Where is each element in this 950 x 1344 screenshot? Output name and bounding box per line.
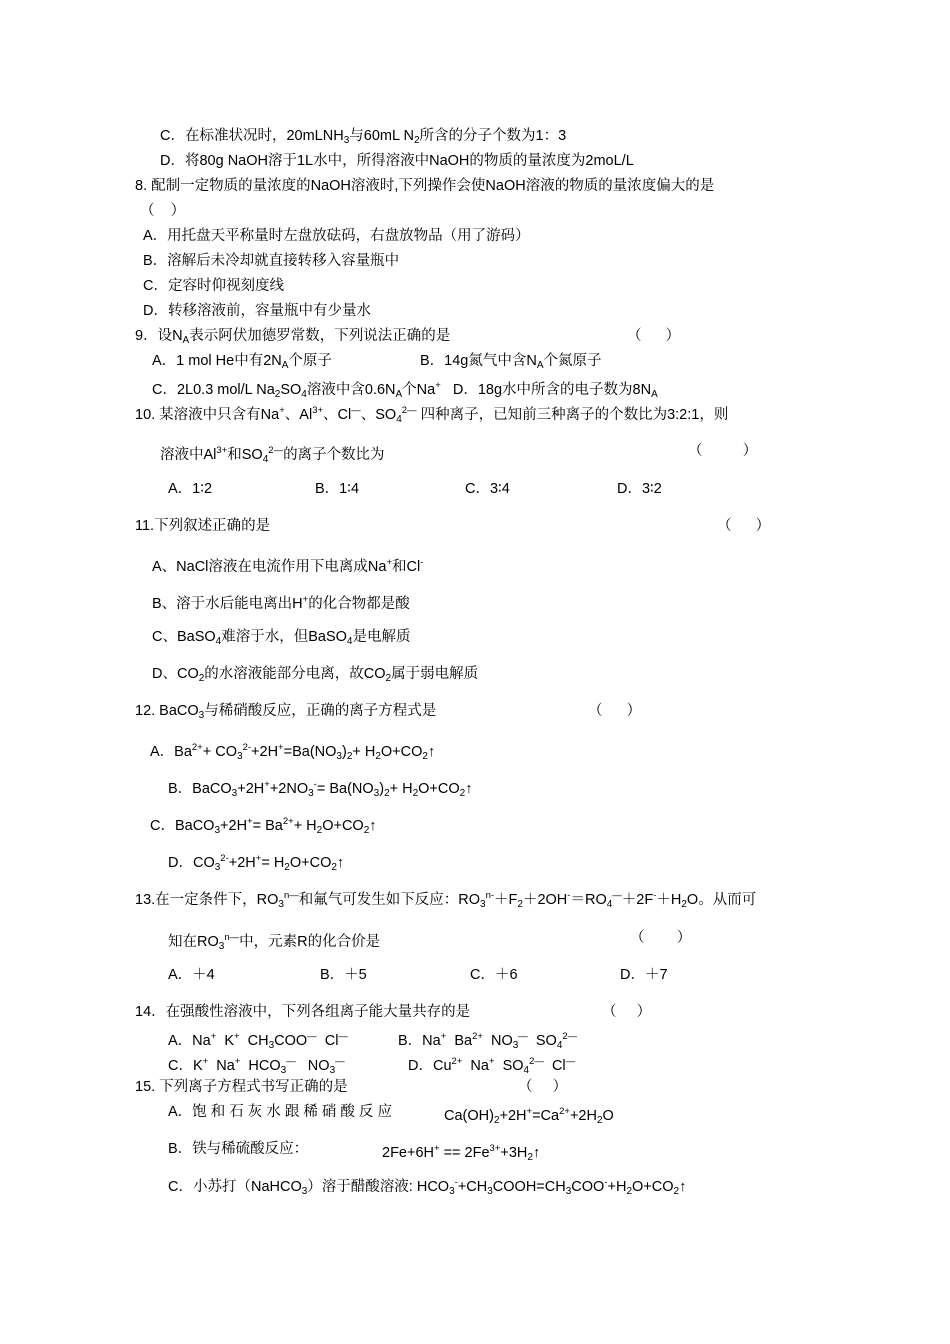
text-run: A、NaCl溶液在电流作用下电离成Na — [152, 559, 387, 575]
superscript-text: — — [351, 405, 361, 416]
superscript-text: 2— — [562, 1031, 578, 1042]
text-run: 个原子 — [288, 353, 332, 369]
text-run: Cl — [543, 1058, 566, 1074]
subscript-text: 2 — [517, 899, 523, 910]
text-run: = H — [261, 855, 285, 871]
text-run: A．1 mol He中有2N — [152, 353, 282, 369]
text-run: =Ba(NO — [283, 744, 337, 760]
text-run: C．K — [168, 1058, 203, 1074]
text-run: C．3∶4 — [465, 481, 510, 497]
subscript-text: 3 — [480, 899, 486, 910]
text-run: = Ba — [252, 818, 283, 834]
text-line — [135, 326, 450, 351]
text-run: +2H — [220, 818, 248, 834]
subscript-text: 2 — [346, 751, 353, 762]
text-run: 2Fe+6H — [382, 1145, 434, 1161]
subscript-text: 4 — [215, 636, 222, 647]
subscript-text: 2 — [331, 862, 337, 873]
text-run: B．铁与稀硫酸反应： — [168, 1141, 309, 1157]
text-run: ↑ — [532, 1145, 541, 1161]
text-line — [140, 201, 185, 221]
text-run: +3H — [500, 1145, 528, 1161]
subscript-text: A — [182, 335, 190, 346]
text-run: HCO — [240, 1058, 281, 1074]
text-run: +H — [607, 1179, 627, 1195]
subscript-text: 3 — [336, 751, 342, 762]
superscript-text: n— — [283, 890, 299, 901]
text-run: O。从而可 — [686, 892, 757, 908]
text-line — [150, 738, 435, 767]
text-run: ＋2OH — [522, 892, 568, 908]
text-line — [168, 928, 380, 957]
text-run: 中，元素R的化合价是 — [239, 934, 381, 950]
text-line — [602, 1002, 651, 1022]
text-run: + CO — [202, 744, 238, 760]
text-line — [630, 928, 691, 948]
text-run: （ ） — [588, 703, 642, 719]
subscript-text: 3 — [512, 1040, 519, 1051]
text-run: （ ） — [518, 1079, 568, 1095]
text-line — [143, 251, 399, 271]
superscript-text: - — [567, 890, 571, 901]
text-line — [168, 479, 212, 499]
subscript-text: 3 — [198, 710, 205, 721]
text-run: 与稀硝酸反应，正确的离子方程式是 — [204, 703, 437, 719]
superscript-text: — — [286, 1056, 296, 1067]
text-run: ↑ — [427, 744, 436, 760]
text-run: 个氮原子 — [543, 353, 602, 369]
text-line — [168, 1139, 308, 1159]
text-run: C．2L0.3 mol/L Na — [152, 382, 275, 398]
text-line — [135, 516, 270, 536]
text-run: 个Na — [402, 382, 436, 398]
subscript-text: 4 — [301, 389, 307, 400]
superscript-text: + — [279, 405, 285, 416]
text-line — [143, 301, 371, 321]
text-run: D．转移溶液前，容量瓶中有少量水 — [143, 303, 371, 319]
subscript-text: 4 — [396, 414, 402, 425]
text-run: （ ） — [717, 518, 771, 534]
superscript-text: - — [604, 1177, 608, 1188]
text-run: 13.在一定条件下，RO — [135, 892, 279, 908]
text-run: + H — [352, 744, 376, 760]
text-run: B、溶于水后能电离出H — [152, 596, 303, 612]
text-line — [315, 479, 359, 499]
text-run: O+CO — [322, 818, 364, 834]
subscript-text: 3 — [237, 751, 243, 762]
text-line — [627, 326, 680, 346]
subscript-text: 4 — [262, 454, 269, 465]
subscript-text: 2 — [385, 673, 392, 684]
text-line — [168, 1102, 392, 1122]
subscript-text: 3 — [214, 862, 221, 873]
text-run: 所含的分子个数为1：3 — [419, 128, 567, 144]
subscript-text: 3 — [329, 1065, 336, 1076]
subscript-text: 2 — [413, 135, 420, 146]
text-run: 9．设N — [135, 328, 183, 344]
text-run: ↑ — [465, 781, 473, 797]
text-line — [150, 812, 377, 841]
subscript-text: 4 — [523, 1065, 530, 1076]
text-run: ↑ — [336, 855, 345, 871]
text-run: ＋2F — [621, 892, 654, 908]
text-line — [135, 1077, 348, 1097]
subscript-text: 2 — [316, 825, 323, 836]
subscript-text: 2 — [493, 1115, 500, 1126]
text-run: +2H — [237, 781, 265, 797]
superscript-text: 2- — [220, 853, 229, 864]
text-run: （ ） — [630, 930, 692, 946]
superscript-text: + — [210, 1031, 217, 1042]
text-line — [135, 176, 714, 196]
text-run: 的离子个数比为 — [283, 447, 385, 463]
text-line — [168, 849, 344, 878]
text-line — [160, 126, 566, 151]
superscript-text: 3+ — [489, 1143, 501, 1154]
subscript-text: 2 — [626, 1186, 632, 1197]
superscript-text: n- — [485, 890, 495, 901]
text-run: O+CO — [632, 1179, 674, 1195]
text-run: D．3∶2 — [617, 481, 662, 497]
subscript-text: 2 — [596, 1115, 603, 1126]
superscript-text: + — [302, 594, 309, 605]
text-run: D．＋7 — [620, 967, 668, 983]
text-run: 、SO — [360, 407, 397, 423]
text-run: +CH — [457, 1179, 488, 1195]
text-line — [465, 479, 510, 499]
text-run: 、Al — [284, 407, 313, 423]
text-run: +2NO — [269, 781, 309, 797]
superscript-text: 3+ — [216, 445, 228, 456]
text-run: （ ） — [688, 443, 758, 459]
text-line — [160, 441, 385, 470]
text-line — [717, 516, 770, 536]
text-run: 溶液中Al — [160, 447, 217, 463]
superscript-text: — — [565, 1056, 576, 1067]
text-run: B．Na — [398, 1033, 441, 1049]
subscript-text: 2 — [284, 862, 290, 873]
text-run: B．14g氮气中含N — [420, 353, 537, 369]
text-run: Na — [208, 1058, 235, 1074]
text-run: Ba — [446, 1033, 473, 1049]
superscript-text: — — [518, 1031, 528, 1042]
subscript-text: 3 — [214, 825, 221, 836]
text-run: Cl — [316, 1033, 339, 1049]
superscript-text: + — [202, 1056, 209, 1067]
text-line — [160, 151, 634, 171]
text-run: A．饱 和 石 灰 水 跟 稀 硝 酸 反 应 — [168, 1104, 392, 1120]
text-run: O — [602, 1108, 614, 1124]
text-run: 四种离子，已知前三种离子的个数比为3:2:1，则 — [416, 407, 729, 423]
text-run: ↑ — [679, 1179, 687, 1195]
superscript-text: 2- — [242, 742, 252, 753]
text-line — [152, 664, 478, 689]
superscript-text: — — [338, 1031, 348, 1042]
text-run: C、BaSO — [152, 629, 216, 645]
superscript-text: 2+ — [472, 1031, 483, 1042]
subscript-text: 4 — [606, 899, 613, 910]
text-line — [588, 701, 641, 721]
subscript-text: 2 — [375, 751, 381, 762]
text-run: B．＋5 — [320, 967, 367, 983]
text-run: SO — [527, 1033, 557, 1049]
superscript-text: + — [255, 853, 262, 864]
superscript-text: + — [526, 1106, 533, 1117]
text-run: D．18g水中所含的电子数为8N — [440, 382, 652, 398]
text-run: B．溶解后未冷却就直接转移入容量瓶中 — [143, 253, 400, 269]
text-run: B．1∶4 — [315, 481, 360, 497]
text-run: 8. 配制一定物质的量浓度的NaOH溶液时,下列操作会使NaOH溶液的物质的量浓度偏大的是 — [135, 178, 715, 194]
superscript-text: - — [653, 890, 657, 901]
text-line — [152, 351, 332, 376]
superscript-text: n— — [224, 932, 240, 943]
text-run: ＝RO — [570, 892, 607, 908]
text-run: O+CO — [289, 855, 332, 871]
superscript-text: + — [386, 557, 392, 568]
subscript-text: 3 — [280, 1065, 287, 1076]
text-line — [168, 1173, 686, 1202]
text-run: SO — [280, 382, 302, 398]
superscript-text: + — [435, 380, 441, 391]
text-line — [143, 276, 284, 296]
subscript-text: 2 — [681, 899, 687, 910]
superscript-text: — — [612, 890, 622, 901]
text-line — [135, 886, 756, 915]
text-run: 与60mL N — [349, 128, 414, 144]
text-run: A．Ba — [150, 744, 192, 760]
text-line — [518, 1077, 567, 1097]
text-run: 15. 下列离子方程式书写正确的是 — [135, 1079, 348, 1095]
text-run: 溶液中含0.6N — [306, 382, 396, 398]
text-run: （ ） — [602, 1004, 652, 1020]
text-run: A．Na — [168, 1033, 211, 1049]
superscript-text: 2+ — [282, 816, 294, 827]
text-run: A．1∶2 — [168, 481, 213, 497]
subscript-text: 2 — [412, 788, 419, 799]
text-run: A．用托盘天平称量时左盘放砝码，右盘放物品（用了游码） — [143, 228, 530, 244]
superscript-text: 2— — [401, 405, 417, 416]
superscript-text: — — [335, 1056, 345, 1067]
subscript-text: 3 — [231, 788, 238, 799]
subscript-text: 2 — [198, 673, 205, 684]
text-run: 的水溶液能部分电离，故CO — [204, 666, 386, 682]
subscript-text: 2 — [363, 825, 370, 836]
text-line — [143, 226, 530, 246]
text-run: ↑ — [369, 818, 377, 834]
subscript-text: 2 — [459, 788, 466, 799]
text-run: C．小苏打（NaHCO — [168, 1179, 302, 1195]
text-run: D、CO — [152, 666, 199, 682]
text-run: ＋H — [656, 892, 682, 908]
text-run: +2H — [499, 1108, 527, 1124]
subscript-text: 2 — [384, 788, 390, 799]
text-run: （ ） — [627, 328, 681, 344]
text-run: SO — [494, 1058, 524, 1074]
superscript-text: + — [434, 1143, 440, 1154]
subscript-text: 3 — [218, 941, 225, 952]
text-run: COOH=CH — [492, 1179, 566, 1195]
text-run: 知在RO — [168, 934, 219, 950]
superscript-text: + — [440, 1031, 447, 1042]
subscript-text: 3 — [487, 1186, 493, 1197]
text-line — [382, 1139, 540, 1168]
subscript-text: 2 — [422, 751, 428, 762]
text-line — [420, 351, 602, 376]
superscript-text: 2— — [268, 445, 284, 456]
text-line — [620, 965, 668, 985]
text-run: 属于弱电解质 — [391, 666, 479, 682]
text-run: 和氟气可发生如下反应：RO — [298, 892, 481, 908]
text-run: 12. BaCO — [135, 703, 199, 719]
text-run: D．CO — [168, 855, 215, 871]
subscript-text: A — [281, 360, 289, 371]
text-run: B．BaCO — [168, 781, 232, 797]
text-run: C．在标准状况时，20mLNH — [160, 128, 344, 144]
superscript-text: — — [307, 1031, 317, 1042]
subscript-text: A — [395, 389, 403, 400]
text-run: D．Cu — [408, 1058, 452, 1074]
subscript-text: A — [536, 360, 544, 371]
text-line — [135, 1002, 470, 1022]
text-run: NO — [295, 1058, 330, 1074]
text-line — [688, 441, 757, 461]
text-run: 和Cl — [392, 559, 421, 575]
text-run: +2H — [569, 1108, 597, 1124]
text-run: C．BaCO — [150, 818, 215, 834]
text-line — [168, 965, 215, 985]
text-run: COO — [274, 1033, 308, 1049]
text-line — [320, 965, 367, 985]
subscript-text: 3 — [308, 788, 314, 799]
text-run: Na — [462, 1058, 489, 1074]
superscript-text: 2— — [529, 1056, 544, 1067]
text-line — [470, 965, 518, 985]
text-line — [135, 701, 436, 726]
text-run: 是电解质 — [352, 629, 411, 645]
text-run: COO — [571, 1179, 605, 1195]
text-run: +2H — [251, 744, 279, 760]
text-line — [617, 479, 662, 499]
text-run: NO — [482, 1033, 513, 1049]
subscript-text: 3 — [565, 1186, 572, 1197]
superscript-text: + — [264, 779, 270, 790]
text-run: 14．在强酸性溶液中，下列各组离子能大量共存的是 — [135, 1004, 471, 1020]
subscript-text: 3 — [373, 788, 380, 799]
text-run: A．＋4 — [168, 967, 215, 983]
text-run: == 2Fe — [439, 1145, 490, 1161]
text-run: + H — [389, 781, 413, 797]
subscript-text: 3 — [449, 1186, 455, 1197]
text-run: O+CO — [418, 781, 460, 797]
text-run: 的化合物都是酸 — [308, 596, 410, 612]
text-run: =Ca — [532, 1108, 560, 1124]
text-line — [152, 627, 410, 652]
text-run: D．将80g NaOH溶于1L水中，所得溶液中NaOH的物质的量浓度为2moL/L — [160, 153, 634, 169]
text-run: ) — [379, 781, 385, 797]
text-run: +2H — [228, 855, 256, 871]
subscript-text: 2 — [673, 1186, 680, 1197]
superscript-text: + — [234, 1056, 241, 1067]
text-run: 10. 某溶液中只含有Na — [135, 407, 280, 423]
superscript-text: 2+ — [191, 742, 203, 753]
text-run: 和SO — [227, 447, 263, 463]
superscript-text: 2+ — [451, 1056, 463, 1067]
superscript-text: - — [454, 1177, 458, 1188]
text-run: = Ba(NO — [316, 781, 374, 797]
text-run: C．＋6 — [470, 967, 518, 983]
subscript-text: 3 — [268, 1040, 275, 1051]
text-line — [444, 1102, 614, 1131]
superscript-text: + — [247, 816, 253, 827]
superscript-text: 2+ — [559, 1106, 570, 1117]
text-run: ）溶于醋酸溶液: HCO — [307, 1179, 450, 1195]
superscript-text: + — [234, 1031, 240, 1042]
text-run: 、Cl — [323, 407, 352, 423]
text-run: + H — [293, 818, 317, 834]
text-run: 难溶于水，但BaSO — [221, 629, 347, 645]
text-run: 表示阿伏加德罗常数，下列说法正确的是 — [189, 328, 451, 344]
text-run: ＋F — [494, 892, 518, 908]
subscript-text: 3 — [301, 1186, 308, 1197]
subscript-text: 3 — [343, 135, 350, 146]
text-run: CH — [239, 1033, 269, 1049]
text-run: 11.下列叙述正确的是 — [135, 518, 271, 534]
subscript-text: A — [651, 389, 658, 400]
text-run: ) — [341, 744, 347, 760]
text-line — [135, 401, 728, 430]
text-run: O+CO — [380, 744, 423, 760]
subscript-text: 2 — [527, 1152, 533, 1163]
subscript-text: 4 — [556, 1040, 563, 1051]
superscript-text: + — [488, 1056, 495, 1067]
text-run: C．定容时仰视刻度线 — [143, 278, 284, 294]
text-line — [152, 590, 410, 614]
text-run: Ca(OH) — [444, 1108, 494, 1124]
superscript-text: - — [420, 557, 424, 568]
text-line — [168, 775, 472, 804]
superscript-text: + — [278, 742, 284, 753]
text-run: K — [216, 1033, 235, 1049]
subscript-text: 3 — [278, 899, 284, 910]
superscript-text: - — [313, 779, 317, 790]
superscript-text: 3+ — [312, 405, 324, 416]
subscript-text: 4 — [346, 636, 353, 647]
subscript-text: 2 — [274, 389, 281, 400]
text-line — [152, 553, 423, 577]
text-run: （ ） — [140, 203, 186, 219]
